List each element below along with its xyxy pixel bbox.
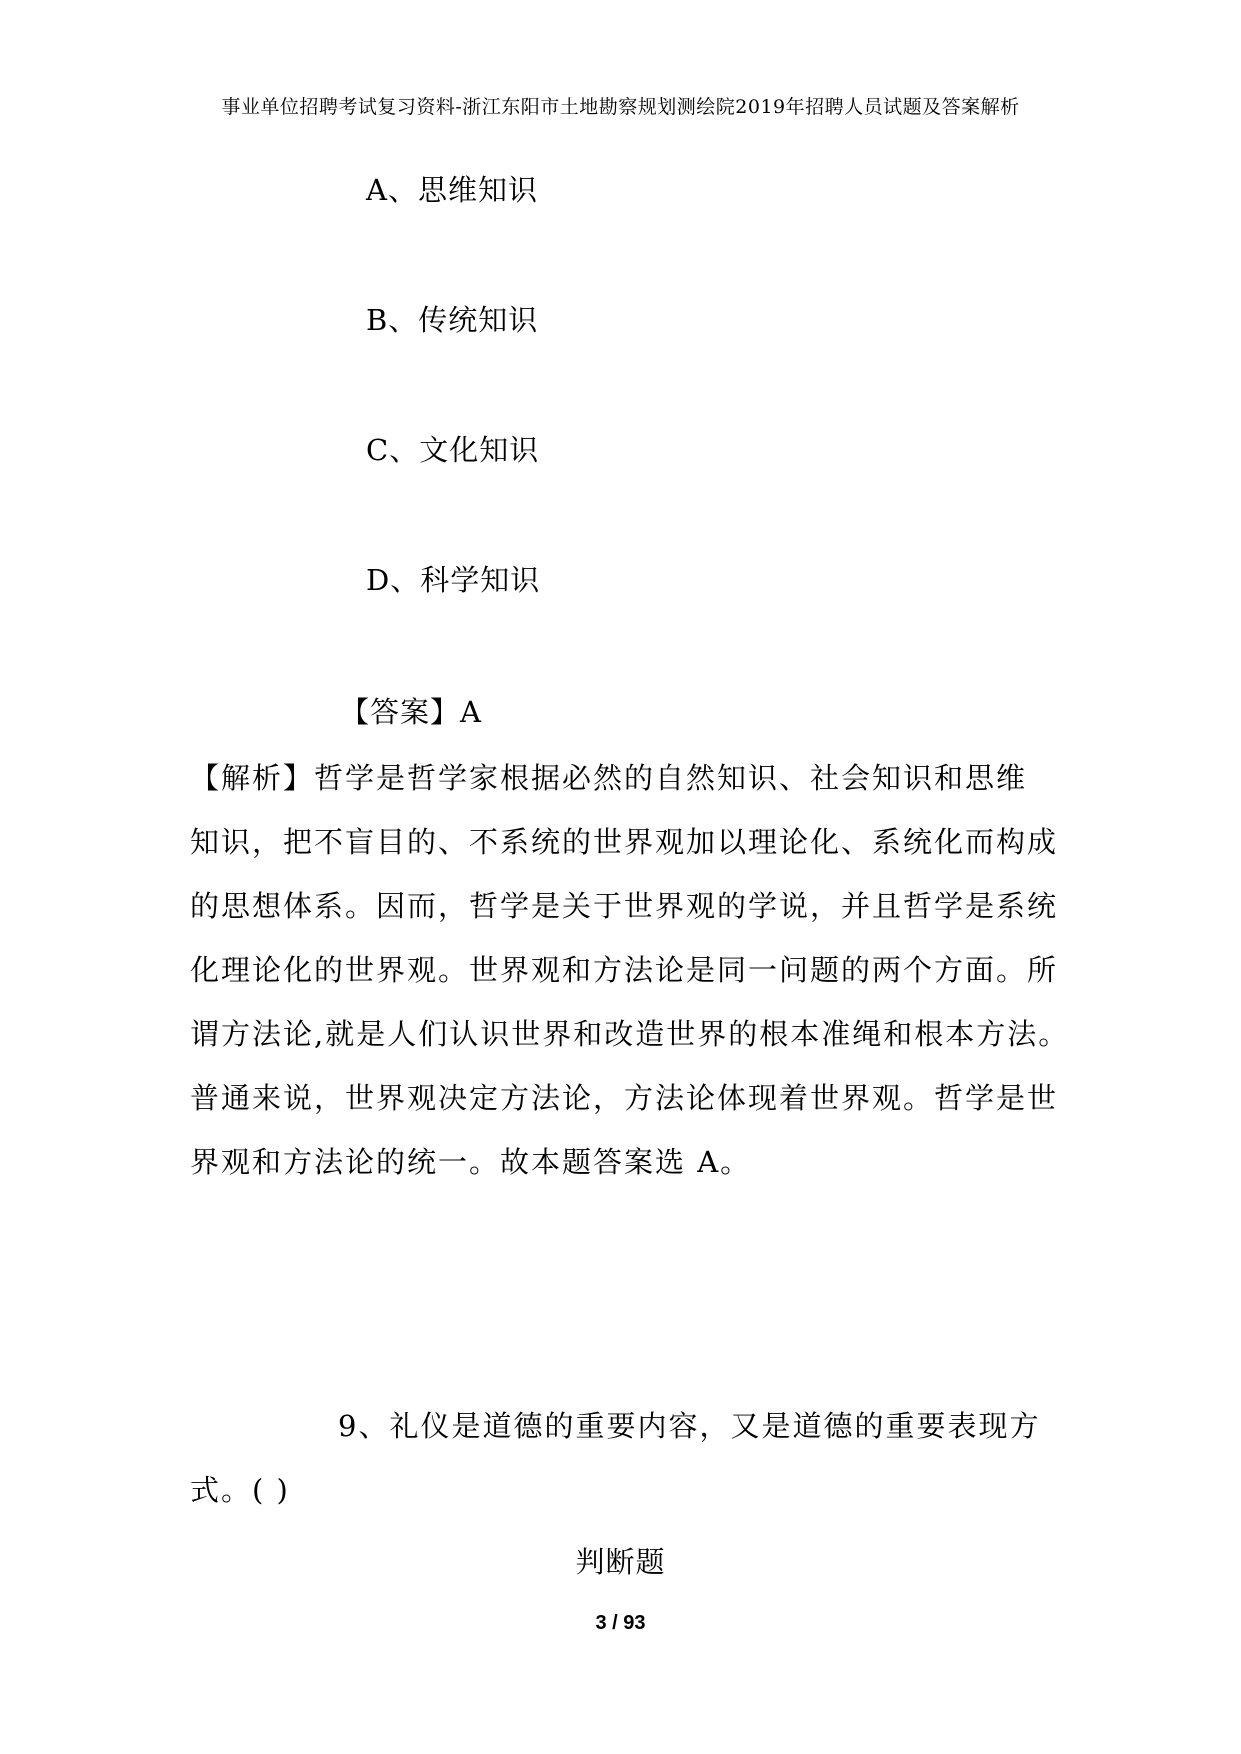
option-a: A、思维知识 bbox=[366, 173, 538, 207]
question-type-label: 判断题 bbox=[575, 1545, 666, 1579]
analysis-line-1: 【解析】哲学是哲学家根据必然的自然知识、社会知识和思维 bbox=[190, 761, 1028, 795]
analysis-line-7: 界观和方法论的统一。故本题答案选 A。 bbox=[190, 1145, 752, 1179]
analysis-line-3: 的思想体系。因而，哲学是关于世界观的学说，并且哲学是系统 bbox=[190, 889, 1059, 923]
page-number: 3 / 93 bbox=[595, 1612, 646, 1634]
question-text-line-1: 9、礼仪是道德的重要内容，又是道德的重要表现方 bbox=[338, 1409, 1041, 1443]
analysis-line-5: 谓方法论,就是人们认识世界和改造世界的根本准绳和根本方法。 bbox=[190, 1017, 1070, 1051]
analysis-line-2: 知识，把不盲目的、不系统的世界观加以理论化、系统化而构成 bbox=[190, 825, 1059, 859]
analysis-line-4: 化理论化的世界观。世界观和方法论是同一问题的两个方面。所 bbox=[190, 953, 1059, 987]
option-c: C、文化知识 bbox=[366, 433, 540, 467]
answer-text: 【答案】A bbox=[340, 695, 482, 729]
analysis-line-6: 普通来说，世界观决定方法论，方法论体现着世界观。哲学是世 bbox=[190, 1081, 1059, 1115]
question-text-line-2: 式。( ) bbox=[190, 1473, 290, 1507]
option-b: B、传统知识 bbox=[366, 303, 539, 337]
document-header-title: 事业单位招聘考试复习资料-浙江东阳市土地勘察规划测绘院2019年招聘人员试题及答案解析 bbox=[221, 96, 1020, 118]
option-d: D、科学知识 bbox=[366, 563, 541, 597]
